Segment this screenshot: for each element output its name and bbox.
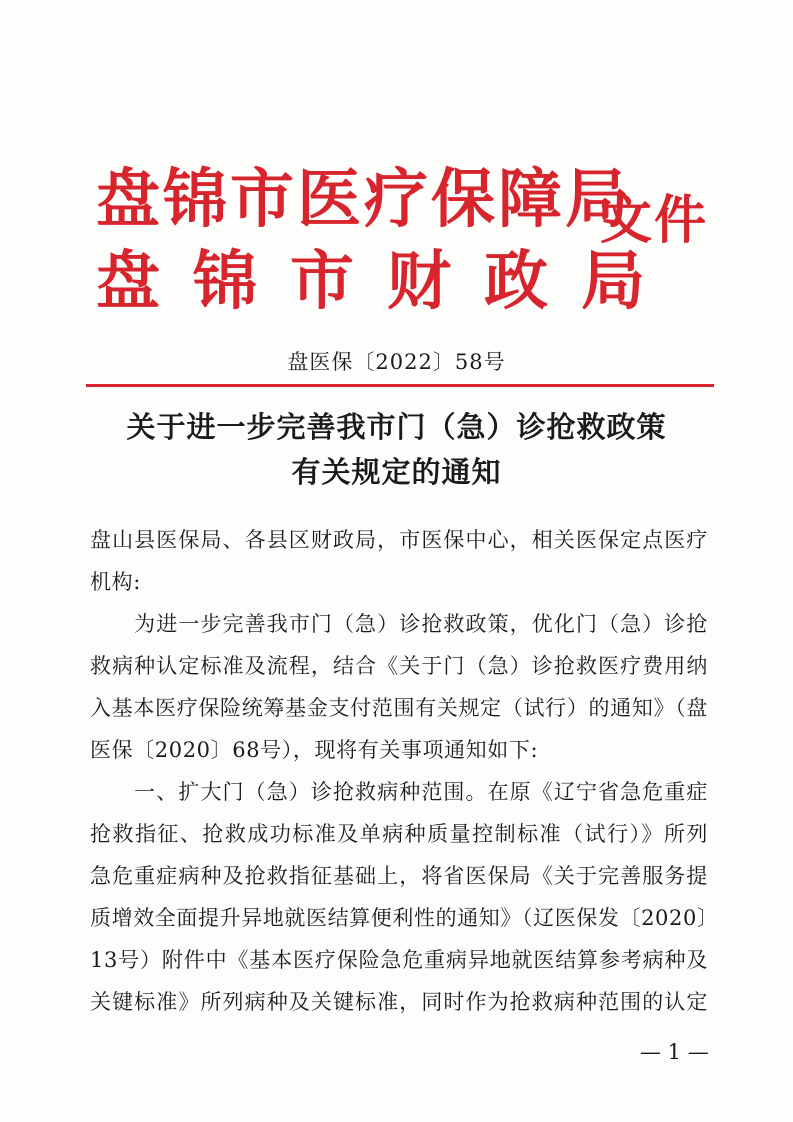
body-line: 抢救指征、抢救成功标准及单病种质量控制标准（试行）》所列 xyxy=(90,822,708,846)
page-number: — 1 — xyxy=(640,1040,709,1064)
body-line: 一、扩大门（急）诊抢救病种范围。在原《辽宁省急危重症 xyxy=(90,780,708,804)
body-line: 入基本医疗保险统筹基金支付范围有关规定（试行）的通知》（盘 xyxy=(90,696,708,720)
doc-type-label: 文件 xyxy=(600,191,709,251)
doc-title-line-1: 关于进一步完善我市门（急）诊抢救政策 xyxy=(126,410,667,444)
body-line: 关键标准》所列病种及关键标准，同时作为抢救病种范围的认定 xyxy=(90,990,708,1014)
body-line: 为进一步完善我市门（急）诊抢救政策，优化门（急）诊抢 xyxy=(90,612,708,636)
body-line: 13号）附件中《基本医疗保险急危重病异地就医结算参考病种及 xyxy=(90,948,708,972)
body-line: 医保〔2020〕68号），现将有关事项通知如下: xyxy=(90,738,539,762)
issuer-line-2: 盘锦市财政局 xyxy=(96,245,678,319)
body-line: 盘山县医保局、各县区财政局，市医保中心，相关医保定点医疗 xyxy=(90,528,708,552)
body-line: 机构: xyxy=(90,570,141,594)
doc-number: 盘医保〔2022〕58号 xyxy=(287,350,506,374)
body-line: 急危重症病种及抢救指征基础上，将省医保局《关于完善服务提 xyxy=(90,864,708,888)
issuer-line-1: 盘锦市医疗保障局 xyxy=(96,163,632,237)
red-divider xyxy=(86,384,714,387)
doc-title-line-2: 有关规定的通知 xyxy=(291,455,502,489)
body-line: 质增效全面提升异地就医结算便利性的通知》（辽医保发〔2020〕 xyxy=(90,906,719,930)
body-line: 救病种认定标准及流程，结合《关于门（急）诊抢救医疗费用纳 xyxy=(90,654,708,678)
